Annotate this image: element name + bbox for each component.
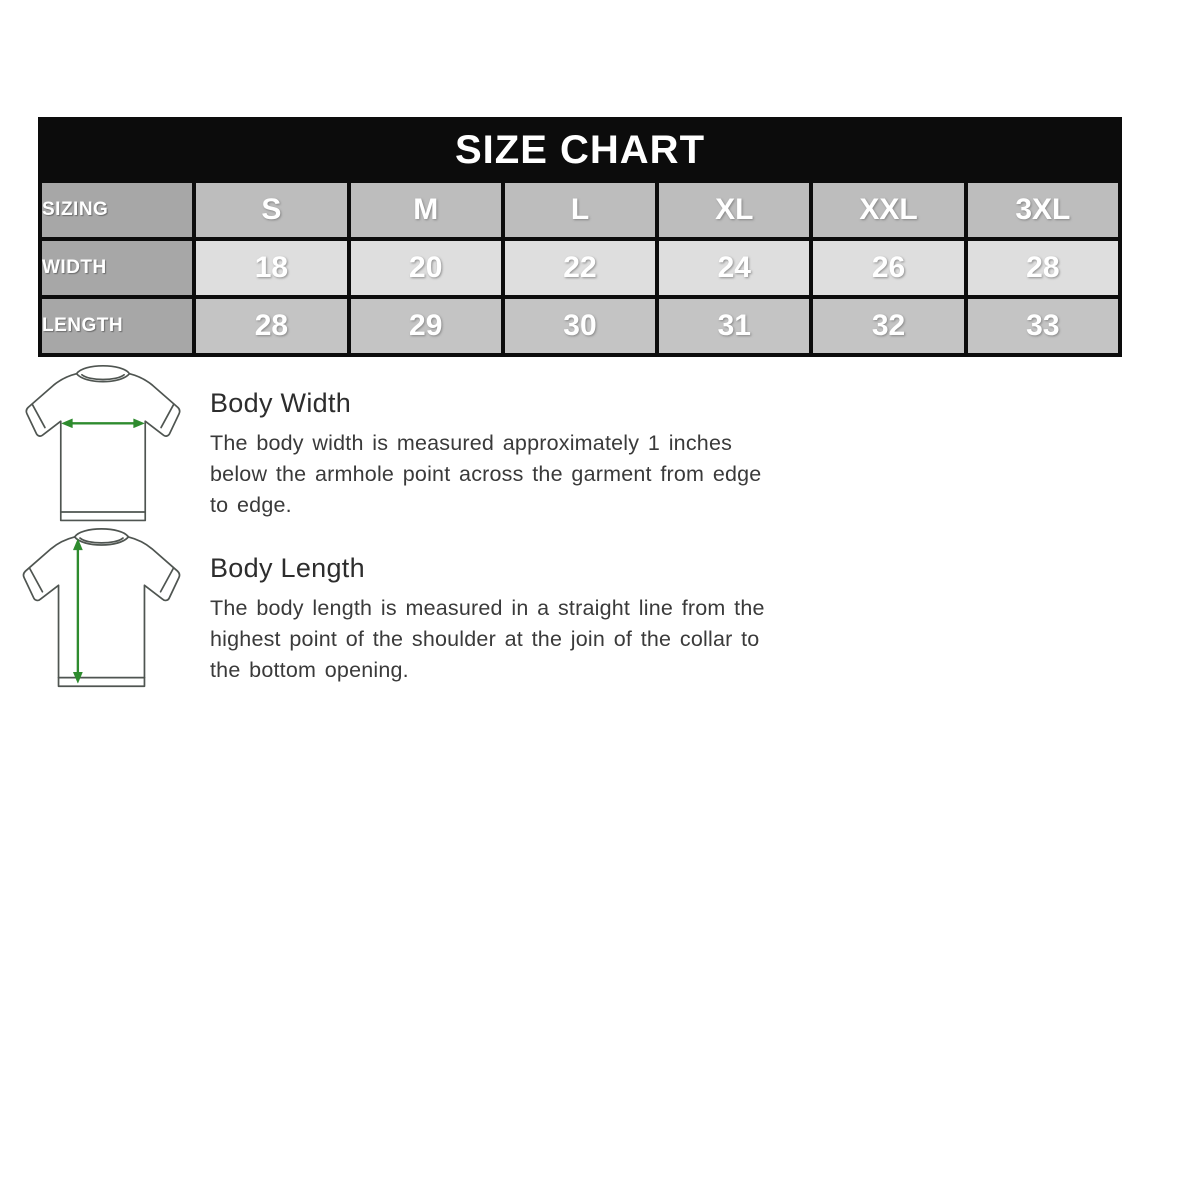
cell-width-xl: 24 [657, 239, 811, 297]
cell-length-3xl: 33 [966, 297, 1120, 355]
cell-width-l: 22 [503, 239, 657, 297]
row-label-length: LENGTH [40, 297, 194, 355]
cell-sizing-l: L [503, 181, 657, 239]
tshirt-length-arrow-diagram-icon [15, 523, 188, 697]
size-chart-title: SIZE CHART [40, 119, 1120, 181]
table-row-length [40, 297, 1120, 355]
cell-width-s: 18 [194, 239, 348, 297]
length-measure-arrow [73, 539, 82, 683]
body-length-heading: Body Length [210, 553, 365, 583]
width-measure-arrow [62, 419, 144, 428]
body-length-section [210, 553, 775, 686]
cell-length-l: 30 [503, 297, 657, 355]
size-chart-table [38, 117, 1122, 357]
cell-sizing-xxl: XXL [811, 181, 965, 239]
cell-length-s: 28 [194, 297, 348, 355]
cell-length-m: 29 [349, 297, 503, 355]
body-width-description: The body width is measured approximately 1 inches below the armhole point across the garment from edge to edge. [210, 431, 762, 517]
cell-width-xxl: 26 [811, 239, 965, 297]
body-width-heading: Body Width [210, 388, 352, 418]
tshirt-width-arrow-diagram-icon [18, 360, 188, 531]
row-label-width: WIDTH [40, 239, 194, 297]
body-length-description: The body length is measured in a straight line from the highest point of the shoulder at the join of the collar to the bottom opening. [210, 596, 765, 682]
cell-sizing-s: S [194, 181, 348, 239]
cell-sizing-xl: XL [657, 181, 811, 239]
cell-width-3xl: 28 [966, 239, 1120, 297]
table-row-sizing [40, 181, 1120, 239]
cell-sizing-3xl: 3XL [966, 181, 1120, 239]
body-width-section [210, 388, 775, 521]
cell-width-m: 20 [349, 239, 503, 297]
cell-length-xl: 31 [657, 297, 811, 355]
cell-length-xxl: 32 [811, 297, 965, 355]
table-row-width [40, 239, 1120, 297]
cell-sizing-m: M [349, 181, 503, 239]
row-label-sizing: SIZING [40, 181, 194, 239]
